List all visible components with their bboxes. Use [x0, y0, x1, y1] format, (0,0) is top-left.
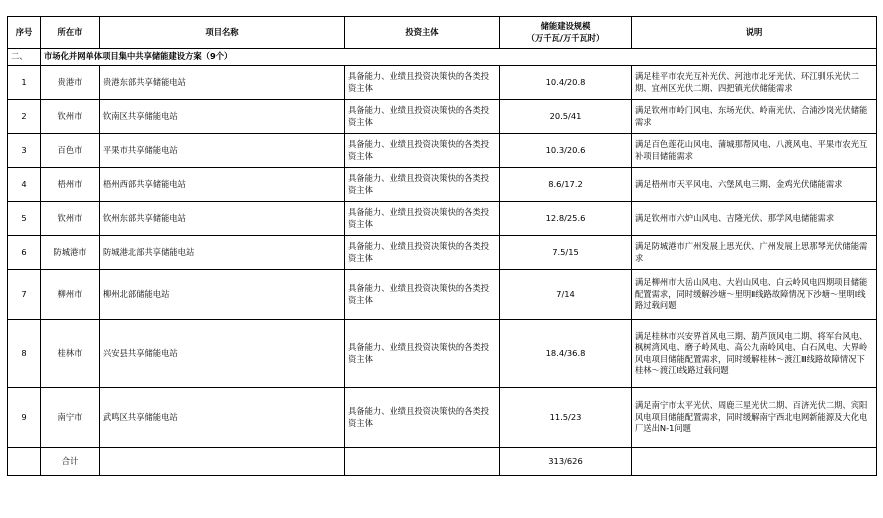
row-no: 3	[8, 134, 41, 168]
total-note	[632, 448, 877, 476]
row-scale: 10.4/20.8	[500, 66, 632, 100]
row-no: 8	[8, 320, 41, 388]
header-project: 项目名称	[100, 17, 345, 49]
row-note: 满足柳州市大岳山风电、大岩山风电、白云岭风电四期项目储能配置需求，同时缓解沙塘～里明Ⅱ线路故障情况下沙塘～里明Ⅰ线路过载问题	[632, 270, 877, 320]
row-note: 满足桂平市农光互补光伏、河池市北牙光伏、环江驯乐光伏二期、宜州区光伏二期、四把镇光伏储能需求	[632, 66, 877, 100]
row-city: 钦州市	[41, 202, 100, 236]
row-city: 桂林市	[41, 320, 100, 388]
row-investor: 具备能力、业绩且投资决策快的各类投资主体	[345, 236, 500, 270]
row-project: 兴安县共享储能电站	[100, 320, 345, 388]
table-row	[8, 168, 877, 202]
total-label: 合计	[41, 448, 100, 476]
row-scale: 12.8/25.6	[500, 202, 632, 236]
row-project: 钦南区共享储能电站	[100, 100, 345, 134]
header-investor: 投资主体	[345, 17, 500, 49]
table-row	[8, 66, 877, 100]
row-scale: 7/14	[500, 270, 632, 320]
row-investor: 具备能力、业绩且投资决策快的各类投资主体	[345, 66, 500, 100]
table-row	[8, 100, 877, 134]
table-row	[8, 236, 877, 270]
row-city: 钦州市	[41, 100, 100, 134]
row-investor: 具备能力、业绩且投资决策快的各类投资主体	[345, 134, 500, 168]
row-note: 满足南宁市太平光伏、周鹿三星光伏二期、百济光伏二期、宾阳风电项目储能配置需求，同时缓解南宁西北电网新能源及大化电厂送出N-1问题	[632, 388, 877, 448]
row-city: 梧州市	[41, 168, 100, 202]
header-note: 说明	[632, 17, 877, 49]
row-note: 满足梧州市天平风电、六堡风电三期、金鸡光伏储能需求	[632, 168, 877, 202]
row-scale: 18.4/36.8	[500, 320, 632, 388]
row-city: 柳州市	[41, 270, 100, 320]
header-no: 序号	[8, 17, 41, 49]
row-scale: 11.5/23	[500, 388, 632, 448]
row-investor: 具备能力、业绩且投资决策快的各类投资主体	[345, 168, 500, 202]
row-project: 防城港北部共享储能电站	[100, 236, 345, 270]
total-investor	[345, 448, 500, 476]
table-row	[8, 388, 877, 448]
row-investor: 具备能力、业绩且投资决策快的各类投资主体	[345, 202, 500, 236]
row-note: 满足百色莲花山风电、蒲城那帮风电、八渡风电、平果市农光互补项目储能需求	[632, 134, 877, 168]
header-scale-line2: （万千瓦/万千瓦时）	[526, 32, 605, 43]
row-investor: 具备能力、业绩且投资决策快的各类投资主体	[345, 100, 500, 134]
row-note: 满足钦州市岭门风电、东场光伏、岭南光伏、合浦沙岗光伏储能需求	[632, 100, 877, 134]
row-no: 6	[8, 236, 41, 270]
total-no	[8, 448, 41, 476]
table-row	[8, 202, 877, 236]
table-row	[8, 134, 877, 168]
row-project: 武鸣区共享储能电站	[100, 388, 345, 448]
storage-projects-table	[7, 16, 877, 476]
row-investor: 具备能力、业绩且投资决策快的各类投资主体	[345, 320, 500, 388]
section-number: 二、	[8, 49, 41, 66]
row-no: 5	[8, 202, 41, 236]
row-investor: 具备能力、业绩且投资决策快的各类投资主体	[345, 388, 500, 448]
row-project: 柳州北部储能电站	[100, 270, 345, 320]
total-scale: 313/626	[500, 448, 632, 476]
row-no: 4	[8, 168, 41, 202]
header-scale-line1: 储能建设规模	[540, 21, 591, 31]
row-project: 平果市共享储能电站	[100, 134, 345, 168]
row-no: 2	[8, 100, 41, 134]
row-scale: 20.5/41	[500, 100, 632, 134]
row-no: 7	[8, 270, 41, 320]
row-scale: 8.6/17.2	[500, 168, 632, 202]
table-row	[8, 320, 877, 388]
row-project: 钦州东部共享储能电站	[100, 202, 345, 236]
row-note: 满足钦州市六炉山风电、吉隆光伏、那学风电储能需求	[632, 202, 877, 236]
table-row	[8, 270, 877, 320]
row-no: 1	[8, 66, 41, 100]
total-project	[100, 448, 345, 476]
row-note: 满足防城港市广州发展上思光伏、广州发展上思那琴光伏储能需求	[632, 236, 877, 270]
row-scale: 10.3/20.6	[500, 134, 632, 168]
header-city: 所在市	[41, 17, 100, 49]
section-title: 市场化并网单体项目集中共享储能建设方案（9个）	[41, 49, 877, 66]
total-row	[8, 448, 877, 476]
section-row	[8, 49, 877, 66]
row-city: 南宁市	[41, 388, 100, 448]
row-investor: 具备能力、业绩且投资决策快的各类投资主体	[345, 270, 500, 320]
row-city: 百色市	[41, 134, 100, 168]
row-no: 9	[8, 388, 41, 448]
row-city: 贵港市	[41, 66, 100, 100]
row-project: 梧州西部共享储能电站	[100, 168, 345, 202]
row-note: 满足桂林市兴安界首风电三期、葫芦顶风电二期、将军台风电、枫树湾风电、磨子岭风电、高公九南岭风电、白石风电、大界岭风电项目储能配置需求，同时缓解桂林～渡江Ⅲ线路故障情况下桂林～渡江Ⅰ线路过载问题	[632, 320, 877, 388]
table-header-row	[8, 17, 877, 49]
row-project: 贵港东部共享储能电站	[100, 66, 345, 100]
header-scale	[500, 17, 632, 49]
row-city: 防城港市	[41, 236, 100, 270]
row-scale: 7.5/15	[500, 236, 632, 270]
